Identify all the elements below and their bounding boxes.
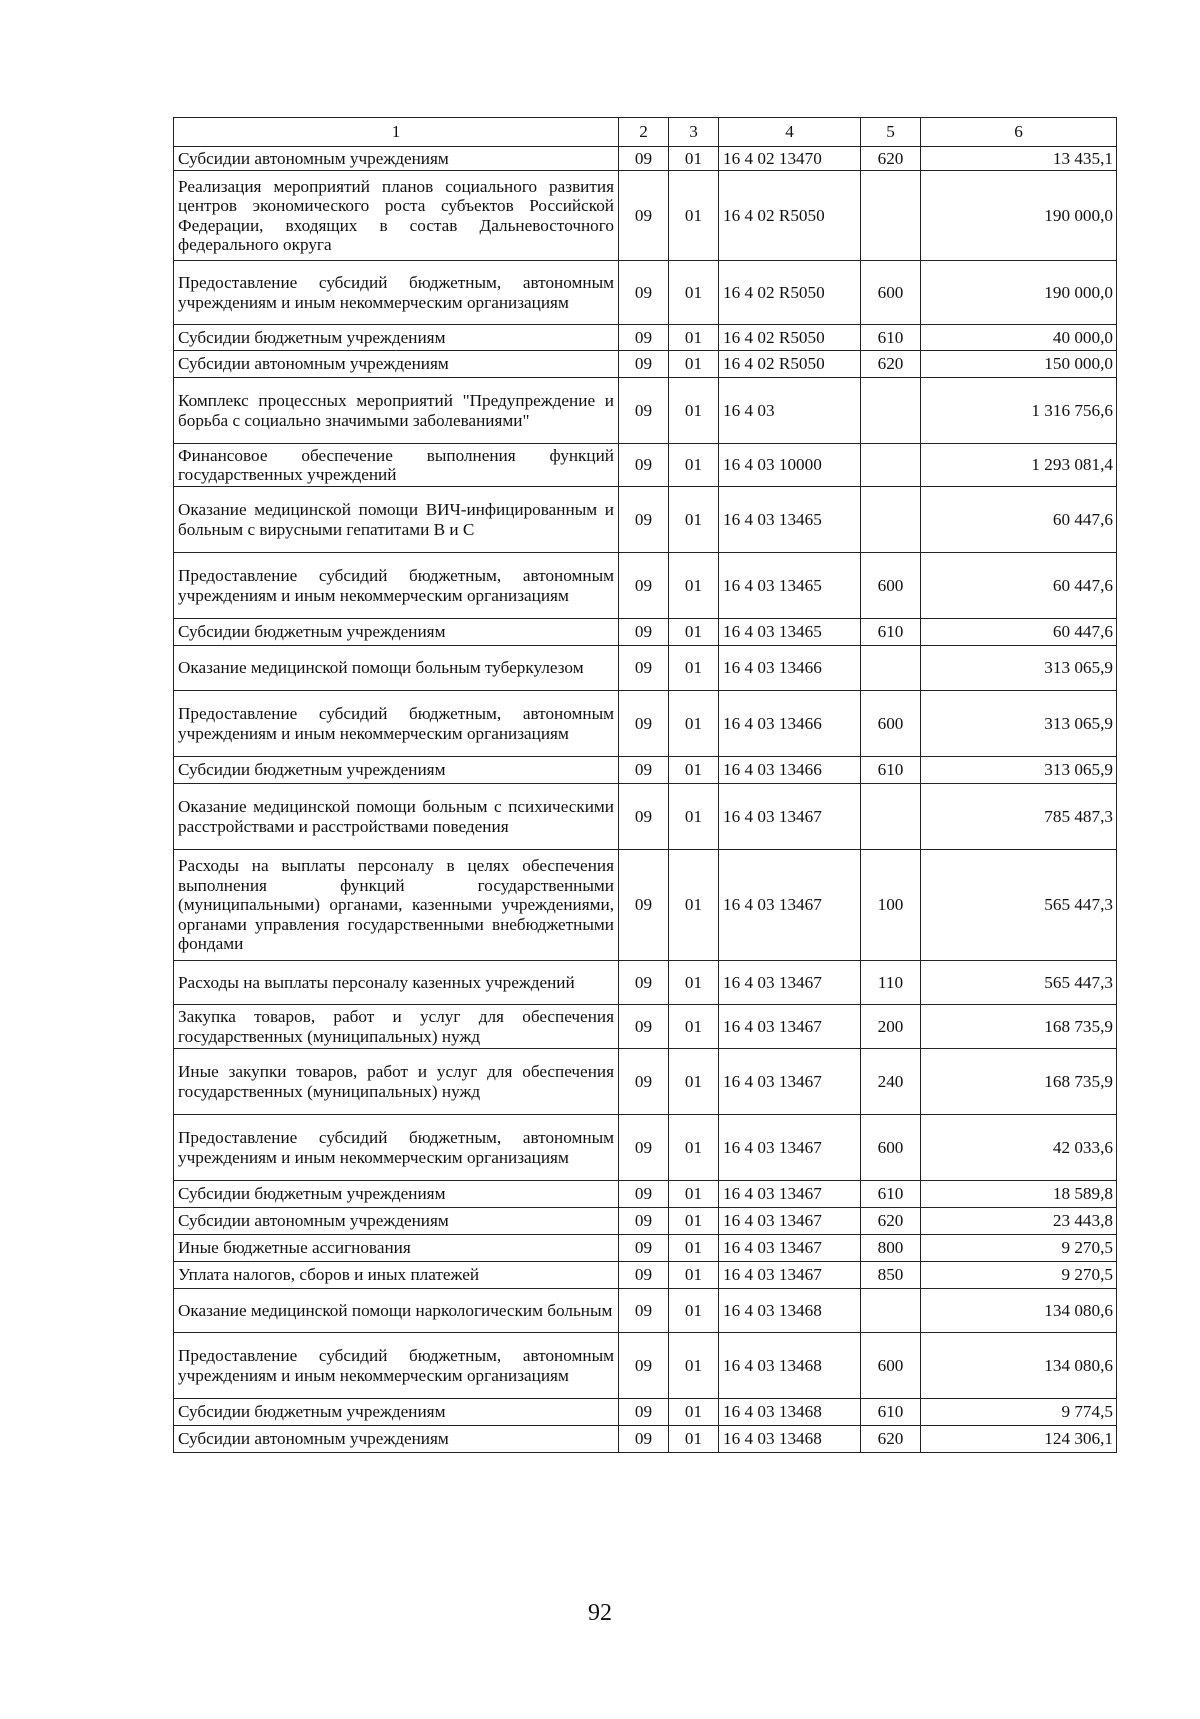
cell-subsection: 01 xyxy=(669,1399,719,1426)
table-body xyxy=(174,147,1117,1453)
cell-expense-type: 600 xyxy=(861,553,921,619)
cell-section: 09 xyxy=(619,1289,669,1333)
cell-subsection: 01 xyxy=(669,1289,719,1333)
cell-subsection: 01 xyxy=(669,646,719,691)
cell-section: 09 xyxy=(619,850,669,961)
cell-name: Расходы на выплаты персоналу казенных учреждений xyxy=(174,961,619,1005)
cell-expense-type: 620 xyxy=(861,1208,921,1235)
table-row xyxy=(174,325,1117,351)
cell-subsection: 01 xyxy=(669,1333,719,1399)
table-row xyxy=(174,553,1117,619)
cell-expense-type xyxy=(861,378,921,444)
page-number: 92 xyxy=(588,1600,612,1626)
cell-name: Оказание медицинской помощи наркологическим больным xyxy=(174,1289,619,1333)
cell-amount: 190 000,0 xyxy=(921,171,1117,261)
cell-section: 09 xyxy=(619,1208,669,1235)
cell-amount: 60 447,6 xyxy=(921,553,1117,619)
table-row xyxy=(174,1049,1117,1115)
table-row xyxy=(174,784,1117,850)
cell-expense-type: 610 xyxy=(861,1399,921,1426)
cell-expense-type: 850 xyxy=(861,1262,921,1289)
cell-expense-type xyxy=(861,171,921,261)
cell-subsection: 01 xyxy=(669,444,719,487)
cell-section: 09 xyxy=(619,1399,669,1426)
cell-subsection: 01 xyxy=(669,1005,719,1049)
cell-expense-type xyxy=(861,444,921,487)
cell-name: Субсидии бюджетным учреждениям xyxy=(174,1399,619,1426)
cell-amount: 150 000,0 xyxy=(921,351,1117,378)
cell-target-article: 16 4 03 13467 xyxy=(719,1049,861,1115)
cell-section: 09 xyxy=(619,1235,669,1262)
cell-amount: 9 270,5 xyxy=(921,1235,1117,1262)
cell-name: Предоставление субсидий бюджетным, автономным учреждениям и иным некоммерческим организациям xyxy=(174,1333,619,1399)
cell-expense-type xyxy=(861,784,921,850)
cell-name: Предоставление субсидий бюджетным, автономным учреждениям и иным некоммерческим организациям xyxy=(174,261,619,325)
cell-section: 09 xyxy=(619,553,669,619)
cell-name: Финансовое обеспечение выполнения функций государственных учреждений xyxy=(174,444,619,487)
cell-amount: 40 000,0 xyxy=(921,325,1117,351)
table-row xyxy=(174,691,1117,757)
cell-section: 09 xyxy=(619,619,669,646)
cell-name: Предоставление субсидий бюджетным, автономным учреждениям и иным некоммерческим организациям xyxy=(174,691,619,757)
header-col-6: 6 xyxy=(921,118,1117,147)
cell-target-article: 16 4 03 xyxy=(719,378,861,444)
cell-amount: 565 447,3 xyxy=(921,850,1117,961)
cell-amount: 313 065,9 xyxy=(921,757,1117,784)
cell-name: Субсидии бюджетным учреждениям xyxy=(174,757,619,784)
cell-section: 09 xyxy=(619,1262,669,1289)
cell-expense-type xyxy=(861,1289,921,1333)
cell-name: Комплекс процессных мероприятий "Предупреждение и борьба с социально значимыми заболеваниями" xyxy=(174,378,619,444)
cell-expense-type: 600 xyxy=(861,1115,921,1181)
cell-target-article: 16 4 03 13468 xyxy=(719,1289,861,1333)
cell-amount: 9 270,5 xyxy=(921,1262,1117,1289)
cell-expense-type: 610 xyxy=(861,325,921,351)
cell-expense-type: 610 xyxy=(861,1181,921,1208)
cell-subsection: 01 xyxy=(669,691,719,757)
cell-name: Субсидии бюджетным учреждениям xyxy=(174,325,619,351)
header-row xyxy=(174,118,1117,147)
cell-subsection: 01 xyxy=(669,325,719,351)
cell-target-article: 16 4 03 13467 xyxy=(719,850,861,961)
cell-amount: 190 000,0 xyxy=(921,261,1117,325)
cell-name: Оказание медицинской помощи ВИЧ-инфицированным и больным с вирусными гепатитами В и С xyxy=(174,487,619,553)
cell-target-article: 16 4 03 13467 xyxy=(719,1262,861,1289)
cell-subsection: 01 xyxy=(669,1049,719,1115)
cell-target-article: 16 4 03 13466 xyxy=(719,691,861,757)
cell-subsection: 01 xyxy=(669,619,719,646)
budget-table-container xyxy=(173,117,1116,1453)
cell-amount: 9 774,5 xyxy=(921,1399,1117,1426)
cell-expense-type: 600 xyxy=(861,1333,921,1399)
cell-section: 09 xyxy=(619,351,669,378)
table-row xyxy=(174,1262,1117,1289)
cell-subsection: 01 xyxy=(669,147,719,171)
cell-section: 09 xyxy=(619,1426,669,1453)
cell-section: 09 xyxy=(619,646,669,691)
cell-target-article: 16 4 03 13466 xyxy=(719,757,861,784)
cell-subsection: 01 xyxy=(669,1262,719,1289)
cell-expense-type: 200 xyxy=(861,1005,921,1049)
cell-name: Оказание медицинской помощи больным туберкулезом xyxy=(174,646,619,691)
table-row xyxy=(174,444,1117,487)
cell-name: Реализация мероприятий планов социального развития центров экономического роста субъектов Российской Федерации, входящих в состав Дальневосточного федерального округа xyxy=(174,171,619,261)
cell-amount: 134 080,6 xyxy=(921,1333,1117,1399)
cell-amount: 124 306,1 xyxy=(921,1426,1117,1453)
table-row xyxy=(174,1235,1117,1262)
cell-amount: 13 435,1 xyxy=(921,147,1117,171)
cell-subsection: 01 xyxy=(669,784,719,850)
cell-subsection: 01 xyxy=(669,1181,719,1208)
cell-section: 09 xyxy=(619,487,669,553)
budget-table xyxy=(173,117,1117,1453)
cell-subsection: 01 xyxy=(669,757,719,784)
cell-amount: 60 447,6 xyxy=(921,487,1117,553)
cell-target-article: 16 4 03 13467 xyxy=(719,1115,861,1181)
table-row xyxy=(174,378,1117,444)
cell-expense-type: 620 xyxy=(861,147,921,171)
header-col-3: 3 xyxy=(669,118,719,147)
cell-target-article: 16 4 02 13470 xyxy=(719,147,861,171)
cell-amount: 313 065,9 xyxy=(921,646,1117,691)
cell-name: Иные бюджетные ассигнования xyxy=(174,1235,619,1262)
cell-subsection: 01 xyxy=(669,1208,719,1235)
table-row xyxy=(174,1115,1117,1181)
cell-expense-type: 800 xyxy=(861,1235,921,1262)
cell-amount: 1 316 756,6 xyxy=(921,378,1117,444)
cell-amount: 785 487,3 xyxy=(921,784,1117,850)
table-row xyxy=(174,961,1117,1005)
cell-target-article: 16 4 03 13467 xyxy=(719,1181,861,1208)
cell-target-article: 16 4 03 13466 xyxy=(719,646,861,691)
cell-section: 09 xyxy=(619,757,669,784)
cell-target-article: 16 4 03 13467 xyxy=(719,961,861,1005)
cell-target-article: 16 4 03 13468 xyxy=(719,1399,861,1426)
cell-target-article: 16 4 03 13467 xyxy=(719,1005,861,1049)
header-col-4: 4 xyxy=(719,118,861,147)
cell-amount: 23 443,8 xyxy=(921,1208,1117,1235)
table-row xyxy=(174,646,1117,691)
cell-target-article: 16 4 02 R5050 xyxy=(719,261,861,325)
cell-target-article: 16 4 03 13468 xyxy=(719,1426,861,1453)
cell-amount: 168 735,9 xyxy=(921,1005,1117,1049)
cell-name: Предоставление субсидий бюджетным, автономным учреждениям и иным некоммерческим организациям xyxy=(174,1115,619,1181)
cell-name: Закупка товаров, работ и услуг для обеспечения государственных (муниципальных) нужд xyxy=(174,1005,619,1049)
table-row xyxy=(174,850,1117,961)
cell-subsection: 01 xyxy=(669,261,719,325)
cell-amount: 1 293 081,4 xyxy=(921,444,1117,487)
cell-section: 09 xyxy=(619,1181,669,1208)
cell-target-article: 16 4 03 10000 xyxy=(719,444,861,487)
cell-amount: 134 080,6 xyxy=(921,1289,1117,1333)
cell-section: 09 xyxy=(619,171,669,261)
table-row xyxy=(174,261,1117,325)
cell-target-article: 16 4 03 13465 xyxy=(719,487,861,553)
cell-expense-type: 240 xyxy=(861,1049,921,1115)
cell-subsection: 01 xyxy=(669,351,719,378)
cell-name: Субсидии автономным учреждениям xyxy=(174,1426,619,1453)
table-row xyxy=(174,1289,1117,1333)
cell-expense-type: 620 xyxy=(861,351,921,378)
cell-section: 09 xyxy=(619,961,669,1005)
table-row xyxy=(174,619,1117,646)
cell-subsection: 01 xyxy=(669,850,719,961)
cell-target-article: 16 4 03 13467 xyxy=(719,1235,861,1262)
table-row xyxy=(174,1005,1117,1049)
cell-subsection: 01 xyxy=(669,961,719,1005)
cell-subsection: 01 xyxy=(669,171,719,261)
cell-name: Субсидии автономным учреждениям xyxy=(174,1208,619,1235)
cell-name: Расходы на выплаты персоналу в целях обеспечения выполнения функций государственными (муниципальными) органами, казенными учреждениями, органами управления государственными внебюджетными фондами xyxy=(174,850,619,961)
cell-section: 09 xyxy=(619,1005,669,1049)
cell-target-article: 16 4 03 13467 xyxy=(719,1208,861,1235)
cell-target-article: 16 4 03 13468 xyxy=(719,1333,861,1399)
cell-target-article: 16 4 02 R5050 xyxy=(719,171,861,261)
header-col-2: 2 xyxy=(619,118,669,147)
header-col-1: 1 xyxy=(174,118,619,147)
cell-section: 09 xyxy=(619,325,669,351)
cell-name: Предоставление субсидий бюджетным, автономным учреждениям и иным некоммерческим организациям xyxy=(174,553,619,619)
cell-expense-type: 610 xyxy=(861,619,921,646)
cell-amount: 313 065,9 xyxy=(921,691,1117,757)
cell-target-article: 16 4 02 R5050 xyxy=(719,351,861,378)
cell-section: 09 xyxy=(619,147,669,171)
cell-subsection: 01 xyxy=(669,378,719,444)
table-row xyxy=(174,147,1117,171)
table-row xyxy=(174,1426,1117,1453)
cell-amount: 60 447,6 xyxy=(921,619,1117,646)
cell-name: Субсидии автономным учреждениям xyxy=(174,351,619,378)
cell-name: Субсидии автономным учреждениям xyxy=(174,147,619,171)
cell-section: 09 xyxy=(619,261,669,325)
cell-name: Оказание медицинской помощи больным с психическими расстройствами и расстройствами поведения xyxy=(174,784,619,850)
cell-amount: 565 447,3 xyxy=(921,961,1117,1005)
cell-section: 09 xyxy=(619,1333,669,1399)
cell-expense-type: 610 xyxy=(861,757,921,784)
cell-expense-type: 620 xyxy=(861,1426,921,1453)
cell-expense-type xyxy=(861,487,921,553)
table-row xyxy=(174,171,1117,261)
cell-section: 09 xyxy=(619,1115,669,1181)
cell-section: 09 xyxy=(619,691,669,757)
cell-expense-type: 600 xyxy=(861,261,921,325)
cell-subsection: 01 xyxy=(669,553,719,619)
cell-subsection: 01 xyxy=(669,1115,719,1181)
table-row xyxy=(174,1333,1117,1399)
table-row xyxy=(174,1399,1117,1426)
cell-expense-type: 100 xyxy=(861,850,921,961)
cell-amount: 168 735,9 xyxy=(921,1049,1117,1115)
cell-section: 09 xyxy=(619,784,669,850)
cell-section: 09 xyxy=(619,378,669,444)
table-row xyxy=(174,351,1117,378)
cell-expense-type: 110 xyxy=(861,961,921,1005)
table-row xyxy=(174,487,1117,553)
table-row xyxy=(174,1208,1117,1235)
cell-amount: 42 033,6 xyxy=(921,1115,1117,1181)
cell-name: Уплата налогов, сборов и иных платежей xyxy=(174,1262,619,1289)
header-col-5: 5 xyxy=(861,118,921,147)
table-row xyxy=(174,757,1117,784)
cell-section: 09 xyxy=(619,444,669,487)
table-row xyxy=(174,1181,1117,1208)
cell-subsection: 01 xyxy=(669,1235,719,1262)
cell-subsection: 01 xyxy=(669,1426,719,1453)
cell-name: Субсидии бюджетным учреждениям xyxy=(174,619,619,646)
cell-target-article: 16 4 02 R5050 xyxy=(719,325,861,351)
cell-target-article: 16 4 03 13465 xyxy=(719,553,861,619)
cell-expense-type xyxy=(861,646,921,691)
cell-amount: 18 589,8 xyxy=(921,1181,1117,1208)
cell-subsection: 01 xyxy=(669,487,719,553)
cell-name: Иные закупки товаров, работ и услуг для обеспечения государственных (муниципальных) нужд xyxy=(174,1049,619,1115)
cell-name: Субсидии бюджетным учреждениям xyxy=(174,1181,619,1208)
cell-expense-type: 600 xyxy=(861,691,921,757)
cell-target-article: 16 4 03 13467 xyxy=(719,784,861,850)
cell-target-article: 16 4 03 13465 xyxy=(719,619,861,646)
cell-section: 09 xyxy=(619,1049,669,1115)
